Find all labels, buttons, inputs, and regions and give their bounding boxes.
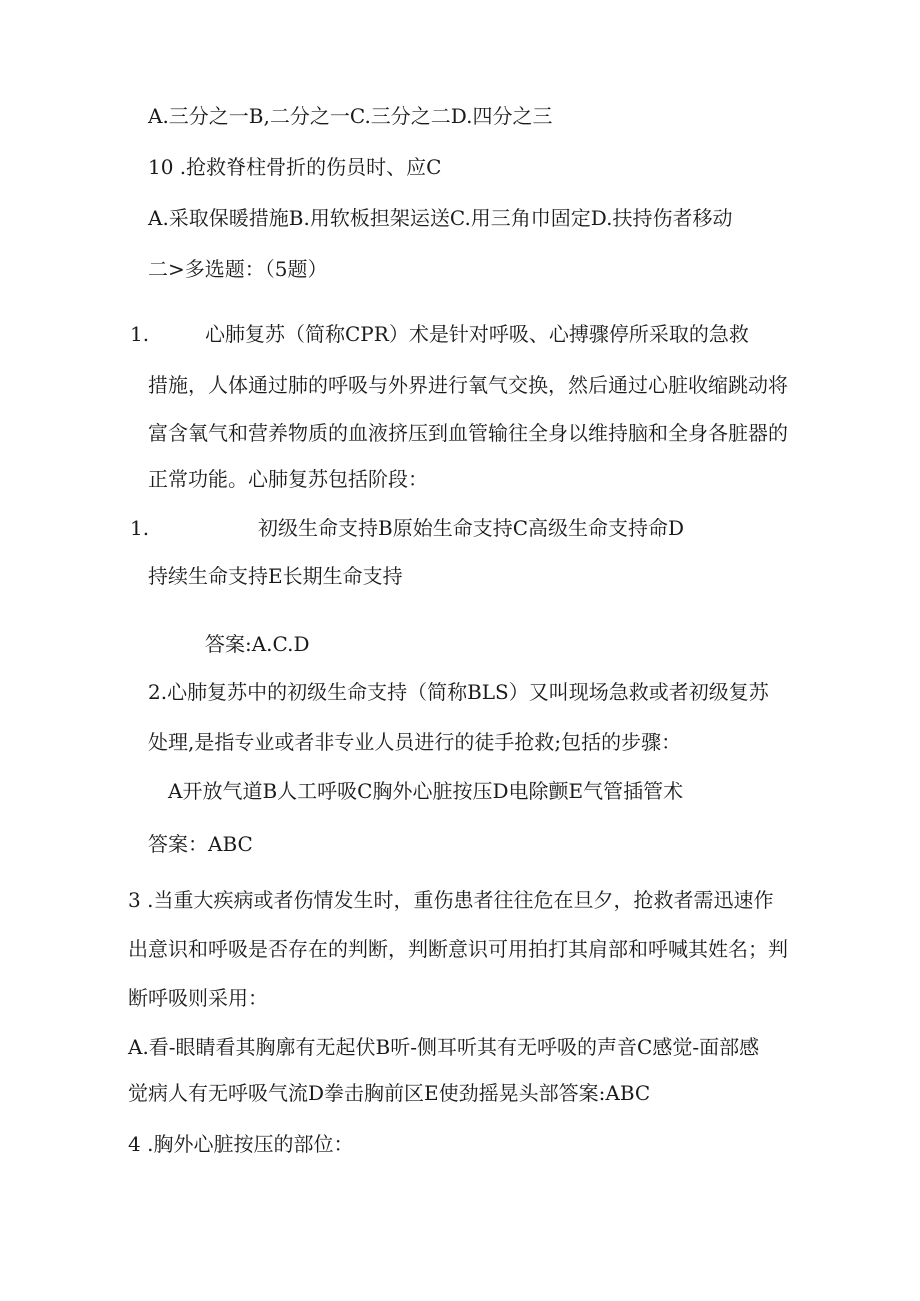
text-line: 4 .胸外心脏按压的部位： [128, 1132, 354, 1156]
question-number: 1. [130, 322, 150, 346]
text-line: A.三分之一B,二分之一C.三分之二D.四分之三 [148, 104, 553, 128]
answer-text: 答案:A.C.D [205, 632, 310, 656]
text-line: 处理,是指专业或者非专业人员进行的徒手抢救;包括的步骤： [148, 730, 682, 754]
text-line: 措施，人体通过肺的呼吸与外界进行氧气交换，然后通过心脏收缩跳动将 [148, 373, 788, 397]
text-line: A.看-眼睛看其胸廓有无起伏B听-侧耳听其有无呼吸的声音C感觉-面部感 [128, 1035, 760, 1059]
text-line: 断呼吸则采用： [128, 986, 268, 1010]
text-line: 持续生命支持E长期生命支持 [148, 564, 403, 588]
text-line: 觉病人有无呼吸气流D拳击胸前区E使劲摇晃头部答案:ABC [128, 1081, 651, 1105]
text-line: 10 .抢救脊柱骨折的伤员时、应C [148, 155, 442, 179]
text-line: 2.心肺复苏中的初级生命支持（简称BLS）又叫现场急救或者初级复苏 [148, 680, 769, 704]
question-number: 1. [130, 516, 150, 540]
text-line: 初级生命支持B原始生命支持C高级生命支持命D [258, 516, 685, 540]
text-line: 富含氧气和营养物质的血液挤压到血管输往全身以维持脑和全身各脏器的 [148, 421, 788, 445]
answer-text: 答案：ABC [148, 832, 253, 856]
text-line: 出意识和呼吸是否存在的判断，判断意识可用拍打其肩部和呼喊其姓名；判 [128, 937, 788, 961]
text-line: 心肺复苏（简称CPR）术是针对呼吸、心搏骤停所采取的急救 [205, 322, 749, 346]
text-line: A.采取保暖措施B.用软板担架运送C.用三角巾固定D.扶持伤者移动 [148, 206, 733, 230]
text-line: A开放气道B人工呼吸C胸外心脏按压D电除颤E气管插管术 [168, 779, 684, 803]
text-line: 正常功能。心肺复苏包括阶段： [148, 467, 428, 491]
text-line: 3 .当重大疾病或者伤情发生时，重伤患者往往危在旦夕，抢救者需迅速作 [128, 888, 774, 912]
section-heading: 二>多选题：（5题） [148, 257, 328, 281]
